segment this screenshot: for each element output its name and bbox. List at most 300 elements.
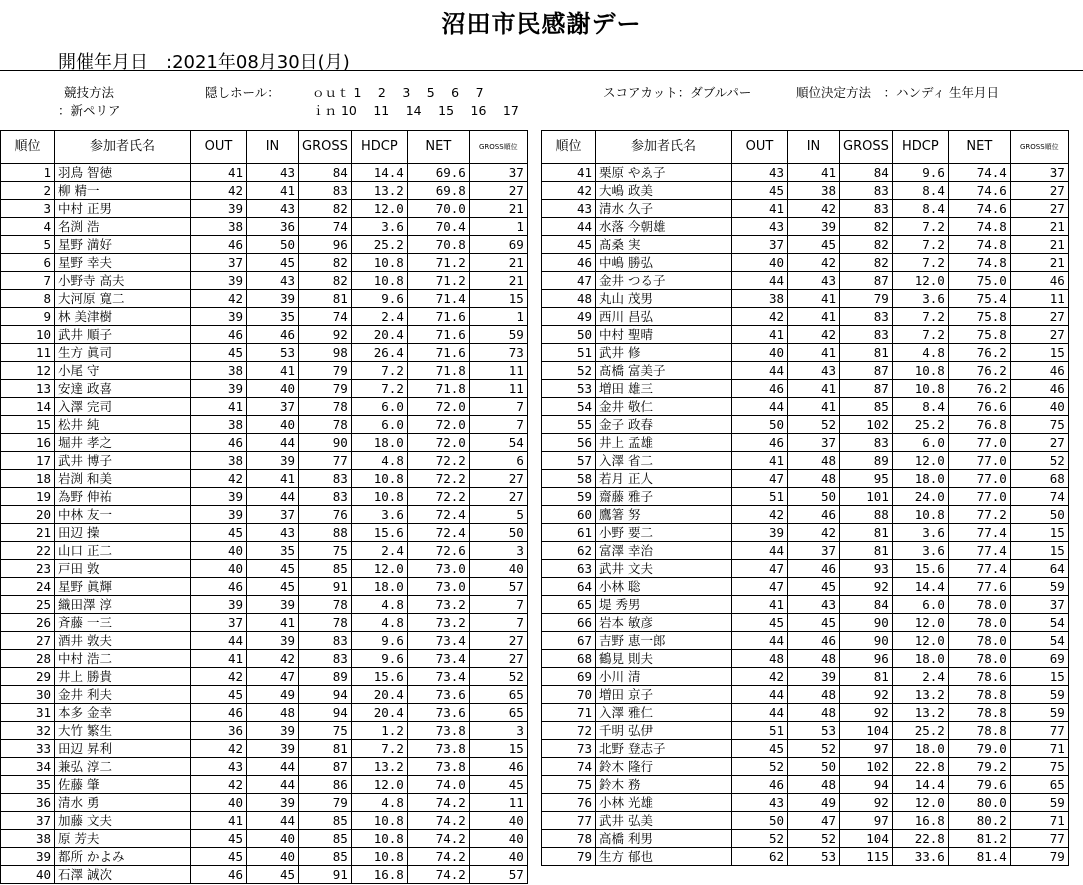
out-cell: 51 <box>732 722 788 740</box>
rank-cell: 21 <box>1 524 55 542</box>
table-row <box>542 254 1069 272</box>
hdcp-cell: 18.0 <box>892 470 948 488</box>
gross-cell: 85 <box>299 848 352 866</box>
table-row <box>1 614 528 632</box>
in-cell: 52 <box>788 830 840 848</box>
net-cell: 76.2 <box>948 344 1010 362</box>
name-cell: 清水 久子 <box>596 200 732 218</box>
out-cell: 44 <box>732 686 788 704</box>
net-cell: 71.6 <box>407 326 469 344</box>
name-cell: 加藤 文夫 <box>55 812 191 830</box>
out-cell: 39 <box>191 488 247 506</box>
name-cell: 都所 かよみ <box>55 848 191 866</box>
gross-cell: 81 <box>840 668 893 686</box>
gross-rank-cell: 15 <box>1010 668 1068 686</box>
gross-rank-cell: 65 <box>469 686 527 704</box>
net-cell: 77.0 <box>948 452 1010 470</box>
table-row <box>542 524 1069 542</box>
hdcp-cell: 7.2 <box>892 308 948 326</box>
out-cell: 44 <box>732 398 788 416</box>
gross-cell: 81 <box>840 344 893 362</box>
net-cell: 74.8 <box>948 236 1010 254</box>
net-cell: 73.8 <box>407 758 469 776</box>
rank-cell: 20 <box>1 506 55 524</box>
in-cell: 42 <box>788 200 840 218</box>
name-cell: 吉野 恵一郎 <box>596 632 732 650</box>
table-row <box>1 272 528 290</box>
name-cell: 中嶋 勝弘 <box>596 254 732 272</box>
in-cell: 42 <box>247 650 299 668</box>
table-row <box>1 830 528 848</box>
table-row <box>542 686 1069 704</box>
net-cell: 75.8 <box>948 326 1010 344</box>
net-cell: 76.8 <box>948 416 1010 434</box>
gross-cell: 89 <box>840 452 893 470</box>
out-cell: 38 <box>191 416 247 434</box>
table-row <box>1 506 528 524</box>
name-cell: 入澤 雅仁 <box>596 704 732 722</box>
net-cell: 73.2 <box>407 614 469 632</box>
rank-cell: 75 <box>542 776 596 794</box>
out-cell: 42 <box>191 470 247 488</box>
gross-cell: 83 <box>299 650 352 668</box>
name-cell: 小野寺 高夫 <box>55 272 191 290</box>
hdcp-cell: 3.6 <box>892 290 948 308</box>
name-cell: 金井 利夫 <box>55 686 191 704</box>
gross-cell: 83 <box>840 434 893 452</box>
in-cell: 53 <box>788 848 840 866</box>
out-cell: 45 <box>732 182 788 200</box>
rank-cell: 52 <box>542 362 596 380</box>
in-cell: 37 <box>247 506 299 524</box>
gross-cell: 83 <box>840 200 893 218</box>
hdcp-cell: 12.0 <box>351 560 407 578</box>
gross-cell: 82 <box>840 218 893 236</box>
net-cell: 74.6 <box>948 182 1010 200</box>
gross-rank-cell: 21 <box>469 254 527 272</box>
table-row <box>542 704 1069 722</box>
in-cell: 41 <box>788 344 840 362</box>
rank-cell: 22 <box>1 542 55 560</box>
out-cell: 40 <box>191 794 247 812</box>
rank-cell: 48 <box>542 290 596 308</box>
name-cell: 金井 敬仁 <box>596 398 732 416</box>
net-cell: 74.2 <box>407 830 469 848</box>
table-row <box>542 668 1069 686</box>
table-row <box>542 632 1069 650</box>
name-cell: 山口 正二 <box>55 542 191 560</box>
header-in: IN <box>788 131 840 164</box>
net-cell: 77.0 <box>948 488 1010 506</box>
rank-cell: 33 <box>1 740 55 758</box>
hdcp-cell: 22.8 <box>892 758 948 776</box>
rank-cell: 59 <box>542 488 596 506</box>
hdcp-cell: 10.8 <box>351 848 407 866</box>
gross-rank-cell: 40 <box>469 830 527 848</box>
gross-rank-cell: 37 <box>1010 596 1068 614</box>
net-cell: 79.0 <box>948 740 1010 758</box>
table-row <box>542 164 1069 182</box>
hdcp-cell: 26.4 <box>351 344 407 362</box>
in-cell: 41 <box>788 308 840 326</box>
hdcp-cell: 9.6 <box>351 632 407 650</box>
in-cell: 41 <box>788 398 840 416</box>
out-cell: 42 <box>191 668 247 686</box>
in-cell: 44 <box>247 758 299 776</box>
table-row <box>542 776 1069 794</box>
gross-rank-cell: 27 <box>469 488 527 506</box>
rank-cell: 61 <box>542 524 596 542</box>
in-cell: 37 <box>247 398 299 416</box>
in-cell: 42 <box>788 254 840 272</box>
name-cell: 小尾 守 <box>55 362 191 380</box>
out-cell: 44 <box>732 704 788 722</box>
header-rank: 順位 <box>542 131 596 164</box>
in-cell: 49 <box>788 794 840 812</box>
hdcp-cell: 10.8 <box>351 488 407 506</box>
rank-cell: 73 <box>542 740 596 758</box>
net-cell: 77.4 <box>948 524 1010 542</box>
hdcp-cell: 20.4 <box>351 704 407 722</box>
out-cell: 48 <box>732 650 788 668</box>
net-cell: 74.4 <box>948 164 1010 182</box>
in-cell: 44 <box>247 776 299 794</box>
in-cell: 40 <box>247 848 299 866</box>
hdcp-cell: 14.4 <box>892 776 948 794</box>
table-row <box>1 596 528 614</box>
out-cell: 51 <box>732 488 788 506</box>
rank-cell: 1 <box>1 164 55 182</box>
rank-cell: 9 <box>1 308 55 326</box>
net-cell: 79.6 <box>948 776 1010 794</box>
in-cell: 45 <box>247 578 299 596</box>
name-cell: 栗原 やゑ子 <box>596 164 732 182</box>
out-cell: 42 <box>732 506 788 524</box>
name-cell: 髙橋 富美子 <box>596 362 732 380</box>
net-cell: 72.4 <box>407 506 469 524</box>
table-row <box>542 272 1069 290</box>
hdcp-cell: 18.0 <box>351 578 407 596</box>
name-cell: 名渕 浩 <box>55 218 191 236</box>
hdcp-cell: 13.2 <box>351 182 407 200</box>
table-row <box>542 470 1069 488</box>
gross-rank-cell: 21 <box>1010 218 1068 236</box>
hdcp-cell: 10.8 <box>351 254 407 272</box>
hdcp-cell: 7.2 <box>351 362 407 380</box>
gross-cell: 75 <box>299 542 352 560</box>
out-cell: 44 <box>732 542 788 560</box>
rank-cell: 36 <box>1 794 55 812</box>
net-cell: 70.8 <box>407 236 469 254</box>
in-cell: 45 <box>247 254 299 272</box>
hidden-holes-out: ｏｕｔ 1 2 3 5 6 7 <box>312 85 484 100</box>
gross-cell: 83 <box>840 308 893 326</box>
out-cell: 42 <box>732 668 788 686</box>
name-cell: 岩渕 和美 <box>55 470 191 488</box>
in-cell: 45 <box>247 560 299 578</box>
gross-cell: 83 <box>840 182 893 200</box>
table-row <box>542 848 1069 866</box>
gross-rank-cell: 1 <box>469 308 527 326</box>
in-cell: 52 <box>788 416 840 434</box>
out-cell: 41 <box>732 200 788 218</box>
name-cell: 生方 眞司 <box>55 344 191 362</box>
in-cell: 36 <box>247 218 299 236</box>
name-cell: 髙桑 実 <box>596 236 732 254</box>
rank-cell: 10 <box>1 326 55 344</box>
header-out: OUT <box>732 131 788 164</box>
table-row <box>1 164 528 182</box>
net-cell: 78.8 <box>948 704 1010 722</box>
rank-cell: 35 <box>1 776 55 794</box>
hdcp-cell: 9.6 <box>892 164 948 182</box>
in-cell: 39 <box>788 668 840 686</box>
table-row <box>542 578 1069 596</box>
in-cell: 48 <box>788 704 840 722</box>
name-cell: 戸田 敦 <box>55 560 191 578</box>
out-cell: 45 <box>191 830 247 848</box>
name-cell: 小野 要二 <box>596 524 732 542</box>
name-cell: 酒井 敦夫 <box>55 632 191 650</box>
table-row <box>1 650 528 668</box>
gross-rank-cell: 7 <box>469 596 527 614</box>
hdcp-cell: 7.2 <box>892 254 948 272</box>
rank-cell: 41 <box>542 164 596 182</box>
rank-cell: 62 <box>542 542 596 560</box>
rank-cell: 71 <box>542 704 596 722</box>
table-row <box>1 344 528 362</box>
gross-rank-cell: 64 <box>1010 560 1068 578</box>
gross-rank-cell: 52 <box>469 668 527 686</box>
net-cell: 81.4 <box>948 848 1010 866</box>
name-cell: 安達 政喜 <box>55 380 191 398</box>
in-cell: 48 <box>788 686 840 704</box>
gross-cell: 94 <box>299 704 352 722</box>
gross-cell: 81 <box>299 290 352 308</box>
gross-rank-cell: 69 <box>469 236 527 254</box>
gross-cell: 94 <box>840 776 893 794</box>
hidden-holes-in: ｉｎ 10 11 14 15 16 17 <box>312 103 519 118</box>
rank-cell: 47 <box>542 272 596 290</box>
out-cell: 40 <box>732 344 788 362</box>
table-row <box>1 866 528 884</box>
out-cell: 44 <box>191 632 247 650</box>
rank-cell: 2 <box>1 182 55 200</box>
name-cell: 武井 修 <box>596 344 732 362</box>
name-cell: 斉藤 一三 <box>55 614 191 632</box>
table-row <box>542 542 1069 560</box>
hdcp-cell: 3.6 <box>892 542 948 560</box>
gross-cell: 96 <box>299 236 352 254</box>
gross-rank-cell: 15 <box>1010 524 1068 542</box>
hdcp-cell: 25.2 <box>892 416 948 434</box>
net-cell: 71.2 <box>407 254 469 272</box>
net-cell: 73.4 <box>407 650 469 668</box>
gross-cell: 79 <box>840 290 893 308</box>
rank-cell: 6 <box>1 254 55 272</box>
hdcp-cell: 14.4 <box>351 164 407 182</box>
hdcp-cell: 6.0 <box>892 596 948 614</box>
in-cell: 42 <box>788 524 840 542</box>
name-cell: 田辺 操 <box>55 524 191 542</box>
header-gross: GROSS <box>299 131 352 164</box>
gross-rank-cell: 7 <box>469 416 527 434</box>
table-row <box>1 470 528 488</box>
in-cell: 46 <box>788 560 840 578</box>
net-cell: 70.4 <box>407 218 469 236</box>
table-row <box>1 722 528 740</box>
table-row <box>542 416 1069 434</box>
hdcp-cell: 8.4 <box>892 398 948 416</box>
hdcp-cell: 10.8 <box>351 272 407 290</box>
name-cell: 増田 京子 <box>596 686 732 704</box>
hdcp-cell: 10.8 <box>351 812 407 830</box>
net-cell: 74.2 <box>407 794 469 812</box>
gross-rank-cell: 46 <box>1010 272 1068 290</box>
out-cell: 62 <box>732 848 788 866</box>
hdcp-cell: 25.2 <box>351 236 407 254</box>
gross-rank-cell: 46 <box>469 758 527 776</box>
table-row <box>1 452 528 470</box>
hdcp-cell: 1.2 <box>351 722 407 740</box>
out-cell: 50 <box>732 812 788 830</box>
hdcp-cell: 14.4 <box>892 578 948 596</box>
table-row <box>1 434 528 452</box>
rank-cell: 28 <box>1 650 55 668</box>
rank-cell: 7 <box>1 272 55 290</box>
table-row <box>1 308 528 326</box>
table-row <box>542 488 1069 506</box>
out-cell: 46 <box>732 434 788 452</box>
gross-rank-cell: 11 <box>469 794 527 812</box>
out-cell: 41 <box>732 596 788 614</box>
name-cell: 武井 博子 <box>55 452 191 470</box>
gross-rank-cell: 21 <box>1010 236 1068 254</box>
in-cell: 39 <box>247 740 299 758</box>
gross-cell: 93 <box>840 560 893 578</box>
name-cell: 中村 聖晴 <box>596 326 732 344</box>
gross-rank-cell: 59 <box>1010 704 1068 722</box>
rank-cell: 46 <box>542 254 596 272</box>
in-cell: 38 <box>788 182 840 200</box>
name-cell: 鈴木 務 <box>596 776 732 794</box>
net-cell: 77.2 <box>948 506 1010 524</box>
out-cell: 39 <box>191 596 247 614</box>
table-row <box>542 362 1069 380</box>
in-cell: 44 <box>247 488 299 506</box>
in-cell: 48 <box>788 452 840 470</box>
name-cell: 水落 今朝雄 <box>596 218 732 236</box>
header-in: IN <box>247 131 299 164</box>
table-row <box>1 416 528 434</box>
table-row <box>1 254 528 272</box>
rank-cell: 29 <box>1 668 55 686</box>
in-cell: 35 <box>247 542 299 560</box>
hdcp-cell: 22.8 <box>892 830 948 848</box>
rank-cell: 53 <box>542 380 596 398</box>
table-row <box>542 740 1069 758</box>
name-cell: 佐藤 肇 <box>55 776 191 794</box>
gross-cell: 104 <box>840 722 893 740</box>
hdcp-cell: 7.2 <box>892 326 948 344</box>
hdcp-cell: 18.0 <box>351 434 407 452</box>
name-cell: 為野 伸祐 <box>55 488 191 506</box>
gross-cell: 92 <box>840 686 893 704</box>
hdcp-cell: 12.0 <box>892 632 948 650</box>
net-cell: 74.2 <box>407 812 469 830</box>
net-cell: 75.4 <box>948 290 1010 308</box>
header-gross-rank: GROSS順位 <box>469 131 527 164</box>
hdcp-cell: 4.8 <box>892 344 948 362</box>
out-cell: 46 <box>191 578 247 596</box>
rank-cell: 79 <box>542 848 596 866</box>
table-row <box>1 524 528 542</box>
hdcp-cell: 16.8 <box>351 866 407 884</box>
out-cell: 46 <box>191 434 247 452</box>
net-cell: 73.6 <box>407 686 469 704</box>
hdcp-cell: 20.4 <box>351 326 407 344</box>
out-cell: 41 <box>191 164 247 182</box>
net-cell: 74.0 <box>407 776 469 794</box>
gross-rank-cell: 73 <box>469 344 527 362</box>
hdcp-cell: 33.6 <box>892 848 948 866</box>
rank-cell: 14 <box>1 398 55 416</box>
name-cell: 石澤 誠次 <box>55 866 191 884</box>
rank-cell: 70 <box>542 686 596 704</box>
table-row <box>542 434 1069 452</box>
table-row <box>542 182 1069 200</box>
in-cell: 43 <box>247 200 299 218</box>
event-date: 開催年月日 :2021年08月30日(月) <box>58 52 350 73</box>
name-cell: 本多 金幸 <box>55 704 191 722</box>
rank-cell: 11 <box>1 344 55 362</box>
net-cell: 78.0 <box>948 632 1010 650</box>
name-cell: 金井 つる子 <box>596 272 732 290</box>
net-cell: 73.0 <box>407 560 469 578</box>
rank-cell: 78 <box>542 830 596 848</box>
out-cell: 39 <box>191 506 247 524</box>
table-row <box>1 812 528 830</box>
out-cell: 45 <box>191 686 247 704</box>
rank-cell: 51 <box>542 344 596 362</box>
rank-cell: 13 <box>1 380 55 398</box>
gross-cell: 92 <box>840 704 893 722</box>
gross-cell: 84 <box>840 596 893 614</box>
in-cell: 50 <box>788 758 840 776</box>
gross-rank-cell: 15 <box>469 290 527 308</box>
out-cell: 42 <box>732 308 788 326</box>
gross-cell: 83 <box>299 488 352 506</box>
hdcp-cell: 8.4 <box>892 182 948 200</box>
out-cell: 39 <box>191 308 247 326</box>
name-cell: 富澤 幸治 <box>596 542 732 560</box>
gross-rank-cell: 5 <box>469 506 527 524</box>
gross-rank-cell: 68 <box>1010 470 1068 488</box>
rank-cell: 57 <box>542 452 596 470</box>
table-row <box>1 398 528 416</box>
name-cell: 松井 純 <box>55 416 191 434</box>
out-cell: 47 <box>732 470 788 488</box>
out-cell: 52 <box>732 758 788 776</box>
rank-cell: 68 <box>542 650 596 668</box>
out-cell: 52 <box>732 830 788 848</box>
name-cell: 田辺 昇利 <box>55 740 191 758</box>
net-cell: 72.0 <box>407 434 469 452</box>
gross-cell: 79 <box>299 362 352 380</box>
gross-cell: 87 <box>840 380 893 398</box>
header-rank: 順位 <box>1 131 55 164</box>
gross-rank-cell: 6 <box>469 452 527 470</box>
